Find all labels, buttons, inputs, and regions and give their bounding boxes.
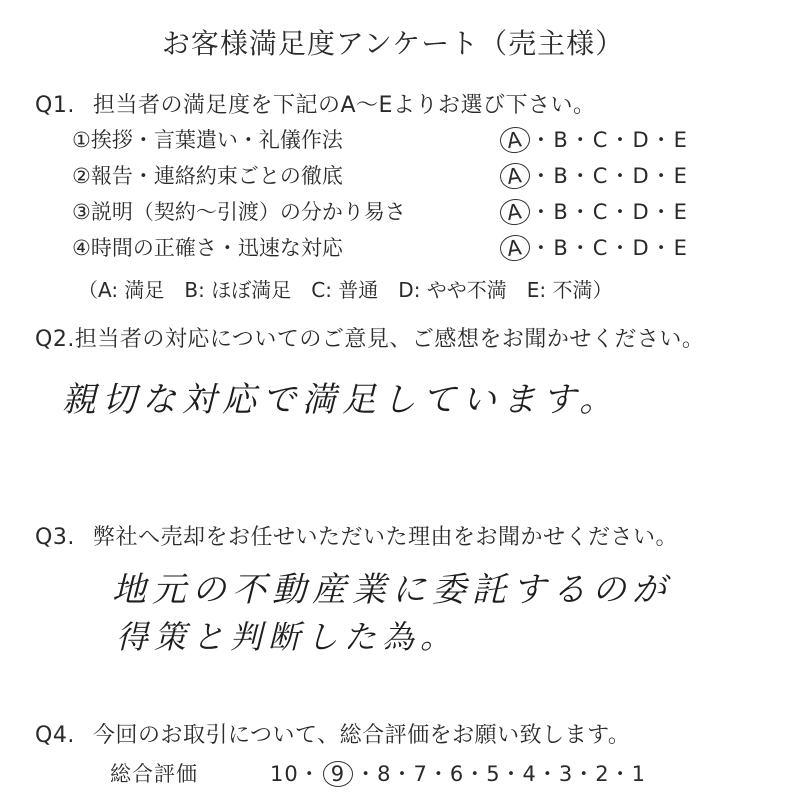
q1-question [35,88,595,119]
q3-number: Q3. [35,525,75,550]
q1-item-2-options [505,160,689,190]
q1-item-3-other-options: ・B・C・D・E [530,200,689,224]
q2-text: 担当者の対応についてのご意見、ご感想をお聞かせください。 [74,327,705,352]
q4-scale-before: 10・ [270,762,321,786]
q1-item-2-selected[interactable]: A [498,161,532,191]
q3-question [35,520,678,551]
q1-item-4-other-options: ・B・C・D・E [530,236,689,260]
q1-number: Q1. [35,93,75,118]
q4-text: 今回のお取引について、総合評価をお願い致します。 [93,723,631,748]
q2-question [35,322,704,353]
q1-item-2-other-options: ・B・C・D・E [530,164,689,188]
q3-text: 弊社へ売却をお任せいただいた理由をお聞かせください。 [93,525,679,550]
q1-item-2-label: ②報告・連絡約束ごとの徹底 [72,164,343,188]
q4-scale-label: 総合評価 [110,762,198,786]
q4-selected-rating[interactable]: 9 [323,761,353,787]
q1-item-3-label: ③説明（契約～引渡）の分かり易さ [72,200,406,224]
q1-item-1-other-options: ・B・C・D・E [530,128,689,152]
q1-text: 担当者の満足度を下記のA～Eよりお選び下さい。 [93,93,596,118]
survey-title: お客様満足度アンケート（売主様） [161,27,625,60]
q4-scale-after: ・8・7・6・5・4・3・2・1 [355,762,646,786]
q4-rating-scale [110,758,646,788]
q1-item-1-selected[interactable]: A [498,125,532,155]
q4-number: Q4. [35,723,75,748]
q1-item-4-options [505,232,689,262]
q3-handwritten-answer-line-2: 得策と判断した為。 [116,618,459,656]
q1-item-3-selected[interactable]: A [498,197,532,227]
q1-item-4-label: ④時間の正確さ・迅速な対応 [72,236,343,260]
q2-number: Q2. [35,327,75,352]
q1-legend: （A: 満足 B: ほぼ満足 C: 普通 D: やや不満 E: 不満） [78,278,613,302]
q1-item-1-options [505,124,689,154]
q2-handwritten-answer: 親切な対応で満足しています。 [62,380,620,420]
q4-question [35,718,630,749]
q1-item-3-options [505,196,689,226]
q3-handwritten-answer-line-1: 地元の不動産業に委託するのが [112,570,672,610]
q1-item-1-label: ①挨拶・言葉遣い・礼儀作法 [72,128,343,152]
q1-item-4-selected[interactable]: A [498,233,532,263]
